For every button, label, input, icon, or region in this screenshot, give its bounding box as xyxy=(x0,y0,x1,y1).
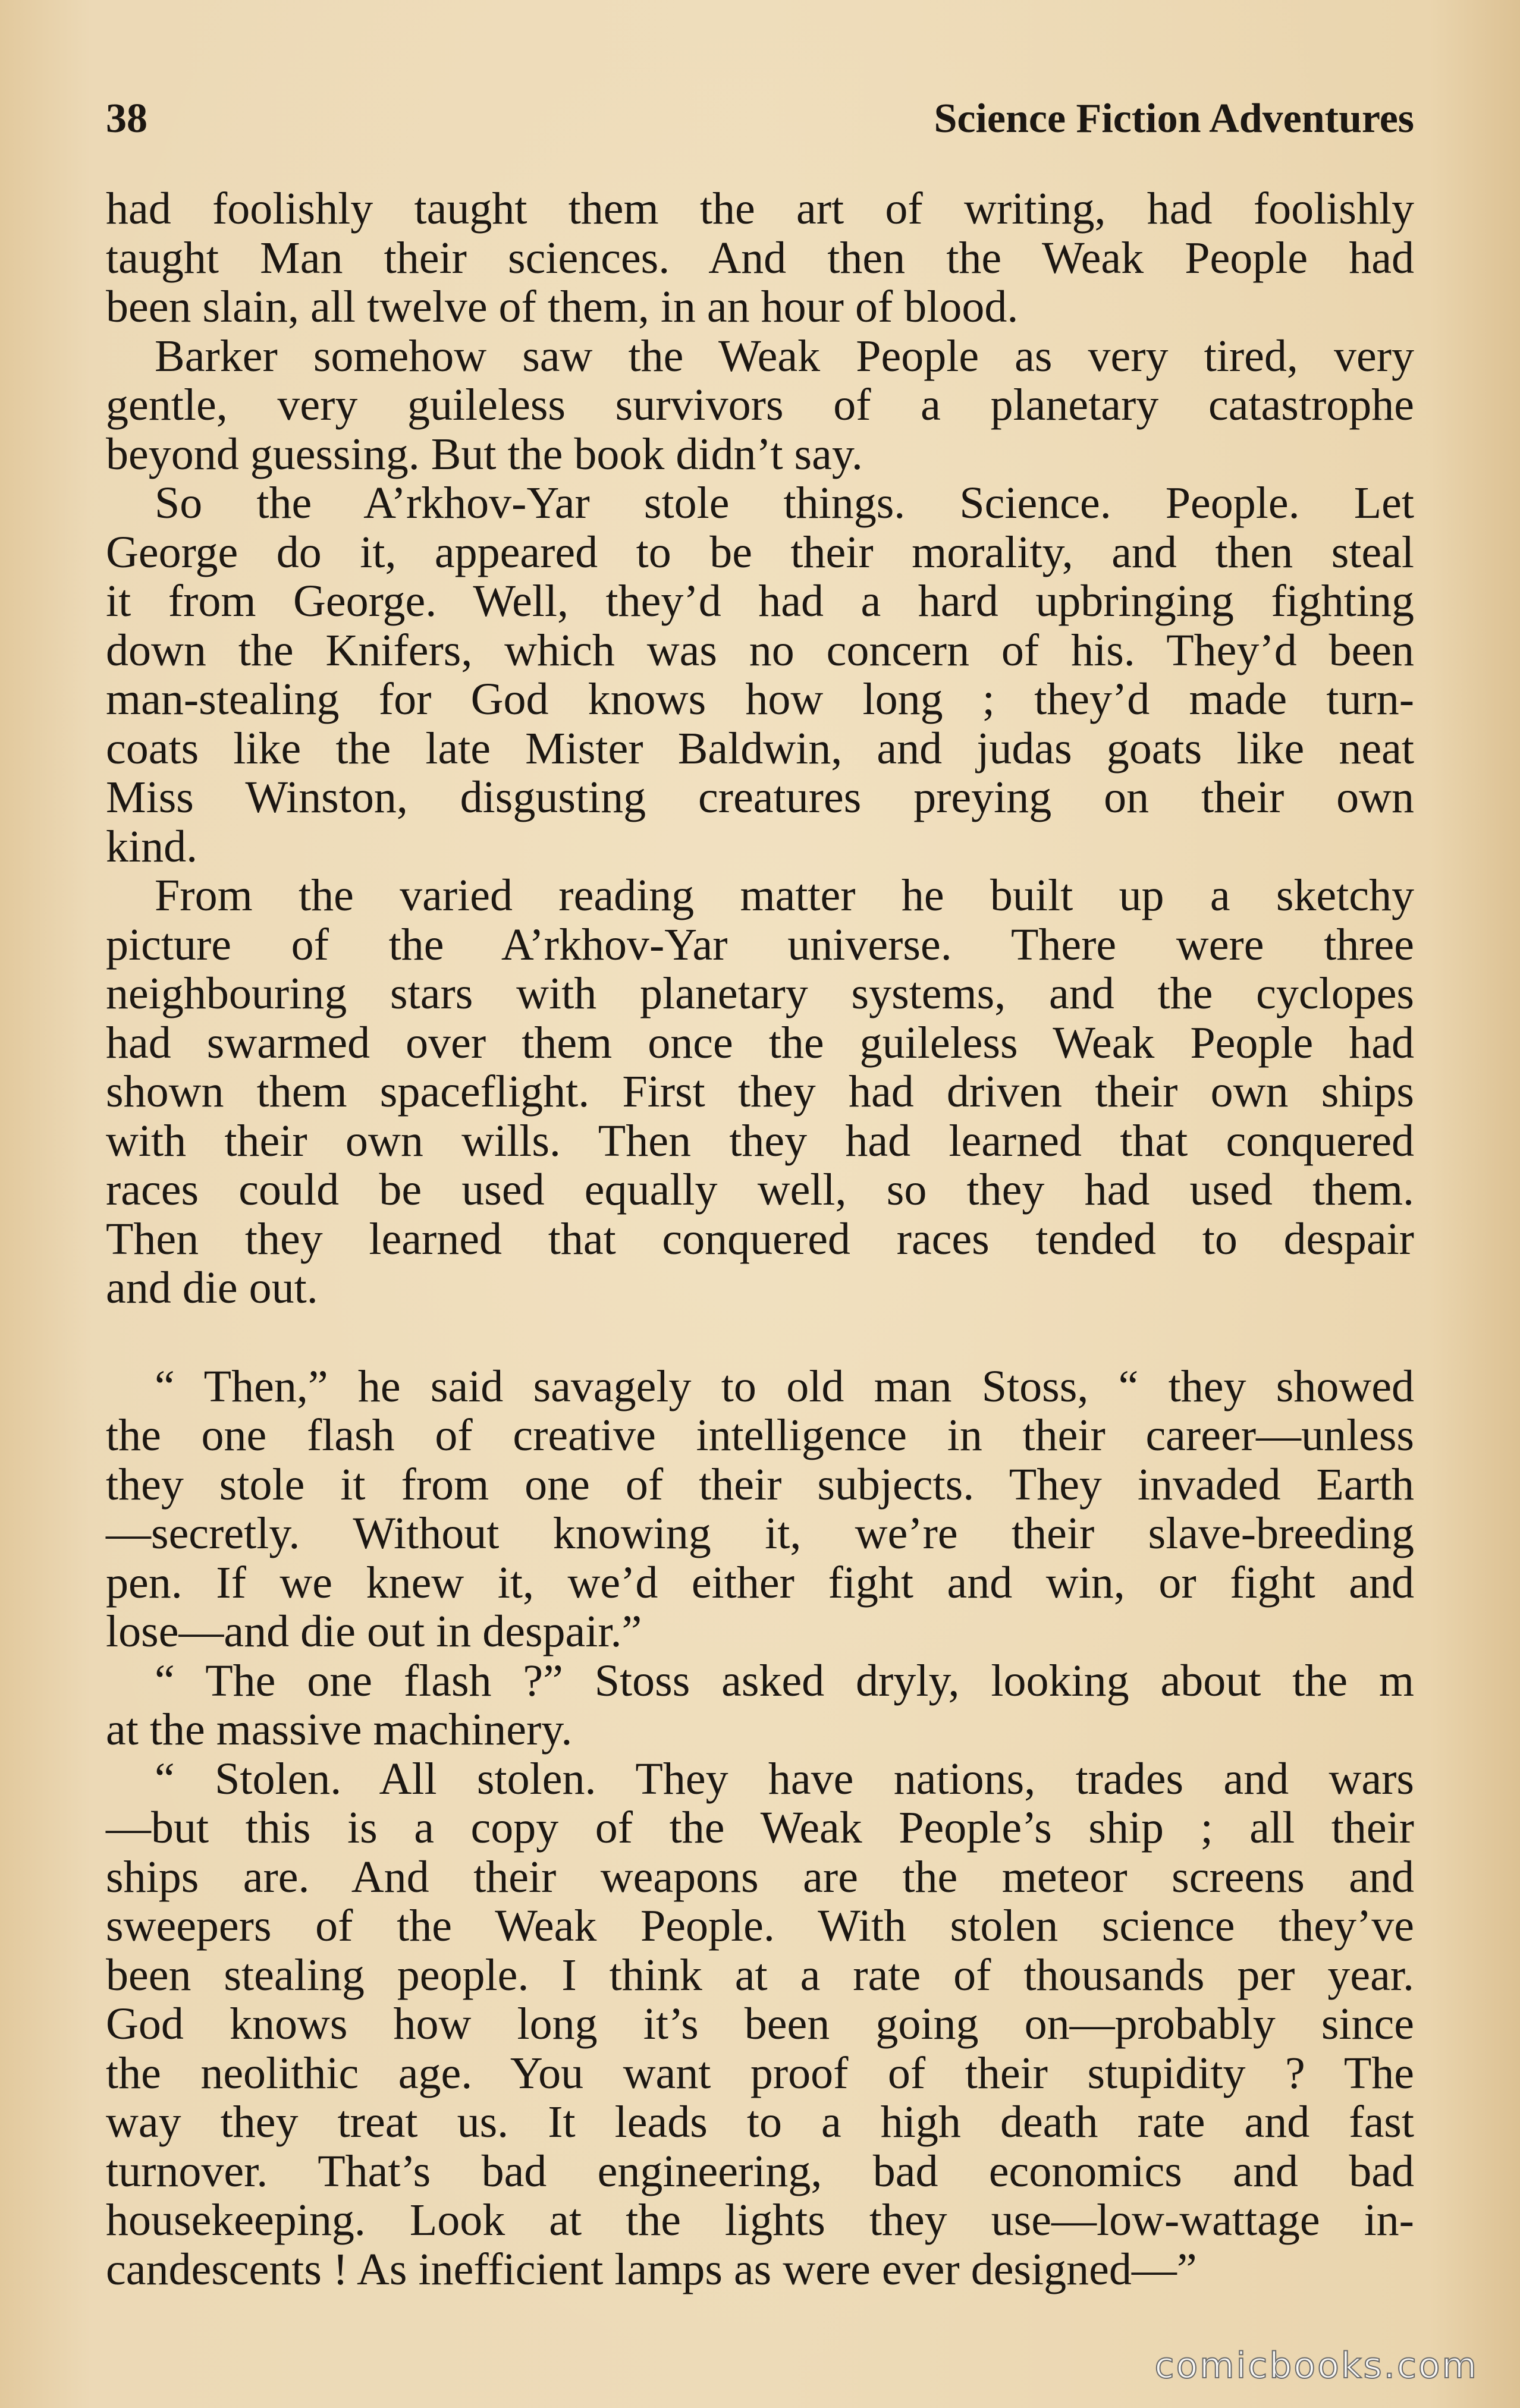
paragraph xyxy=(106,1656,1414,1755)
text-line: “ Stolen. All stolen. They have nations, trades and wars xyxy=(155,1753,1414,1804)
text-line: Miss Winston, disgusting creatures preying on their own xyxy=(106,772,1414,822)
text-line: way they treat us. It leads to a high death rate and fast xyxy=(106,2097,1414,2147)
text-line: been stealing people. I think at a rate of thousands per year. xyxy=(106,1950,1414,2000)
text-line: George do it, appeared to be their morality, and then steal xyxy=(106,527,1414,577)
text-line: with their own wills. Then they had learned that conquered xyxy=(106,1115,1414,1166)
text-line: coats like the late Mister Baldwin, and judas goats like neat xyxy=(106,723,1414,774)
paragraph-gap xyxy=(106,1313,1414,1362)
text-line: beyond guessing. But the book didn’t say. xyxy=(106,429,863,479)
text-line: sweepers of the Weak People. With stolen science they’ve xyxy=(106,1901,1414,1951)
paragraph xyxy=(106,332,1414,479)
text-line: candescents ! As inefficient lamps as were ever designed—” xyxy=(106,2244,1197,2294)
text-line: at the massive machinery. xyxy=(106,1705,573,1755)
paragraph xyxy=(106,479,1414,871)
paragraph xyxy=(106,1362,1414,1656)
text-line: housekeeping. Look at the lights they use—low-wattage in- xyxy=(106,2195,1414,2245)
text-line: and die out. xyxy=(106,1263,318,1313)
text-line: Then they learned that conquered races tended to despair xyxy=(106,1214,1414,1264)
text-line: had swarmed over them once the guileless Weak People had xyxy=(106,1017,1414,1068)
text-line: So the A’rkhov-Yar stole things. Science. People. Let xyxy=(155,478,1414,528)
text-line: the neolithic age. You want proof of their stupidity ? The xyxy=(106,2048,1414,2098)
text-line: kind. xyxy=(106,821,198,872)
text-line: Barker somehow saw the Weak People as very tired, very xyxy=(155,331,1414,381)
text-line: From the varied reading matter he built up a sketchy xyxy=(155,870,1414,920)
text-line: lose—and die out in despair.” xyxy=(106,1607,642,1656)
page-number: 38 xyxy=(106,96,147,142)
watermark: comicbooks.com xyxy=(1154,2345,1478,2387)
paragraph xyxy=(106,1755,1414,2294)
text-line: shown them spaceflight. First they had driven their own ships xyxy=(106,1067,1414,1117)
text-line: they stole it from one of their subjects. They invaded Earth xyxy=(106,1459,1414,1510)
text-line: taught Man their sciences. And then the Weak People had xyxy=(106,232,1414,283)
text-line: “ The one flash ?” Stoss asked dryly, looking about the m xyxy=(155,1655,1414,1706)
text-line: —secretly. Without knowing it, we’re their slave-breeding xyxy=(106,1508,1414,1558)
text-line: —but this is a copy of the Weak People’s ship ; all their xyxy=(106,1803,1414,1853)
text-line: the one flash of creative intelligence in their career—unless xyxy=(106,1410,1414,1460)
body-text xyxy=(106,184,1414,2294)
text-line: down the Knifers, which was no concern of his. They’d been xyxy=(106,625,1414,675)
text-line: neighbouring stars with planetary systems, and the cyclopes xyxy=(106,969,1414,1018)
text-line: been slain, all twelve of them, in an hour of blood. xyxy=(106,282,1019,332)
text-line: “ Then,” he said savagely to old man Stoss, “ they showed xyxy=(155,1361,1414,1412)
paragraph xyxy=(106,184,1414,332)
text-line: it from George. Well, they’d had a hard upbringing fighting xyxy=(106,576,1414,626)
text-line: pen. If we knew it, we’d either fight and win, or fight and xyxy=(106,1557,1414,1608)
text-line: gentle, very guileless survivors of a planetary catastrophe xyxy=(106,380,1414,430)
text-line: turnover. That’s bad engineering, bad economics and bad xyxy=(106,2146,1414,2196)
running-title: Science Fiction Adventures xyxy=(934,96,1414,142)
paragraph xyxy=(106,871,1414,1313)
text-line: had foolishly taught them the art of writing, had foolishly xyxy=(106,184,1414,234)
text-line: God knows how long it’s been going on—probably since xyxy=(106,1999,1414,2049)
text-line: races could be used equally well, so they had used them. xyxy=(106,1165,1414,1215)
page-header xyxy=(106,89,1414,149)
text-line: ships are. And their weapons are the meteor screens and xyxy=(106,1851,1414,1902)
text-line: picture of the A’rkhov-Yar universe. There were three xyxy=(106,919,1414,970)
text-line: man-stealing for God knows how long ; they’d made turn- xyxy=(106,674,1414,724)
